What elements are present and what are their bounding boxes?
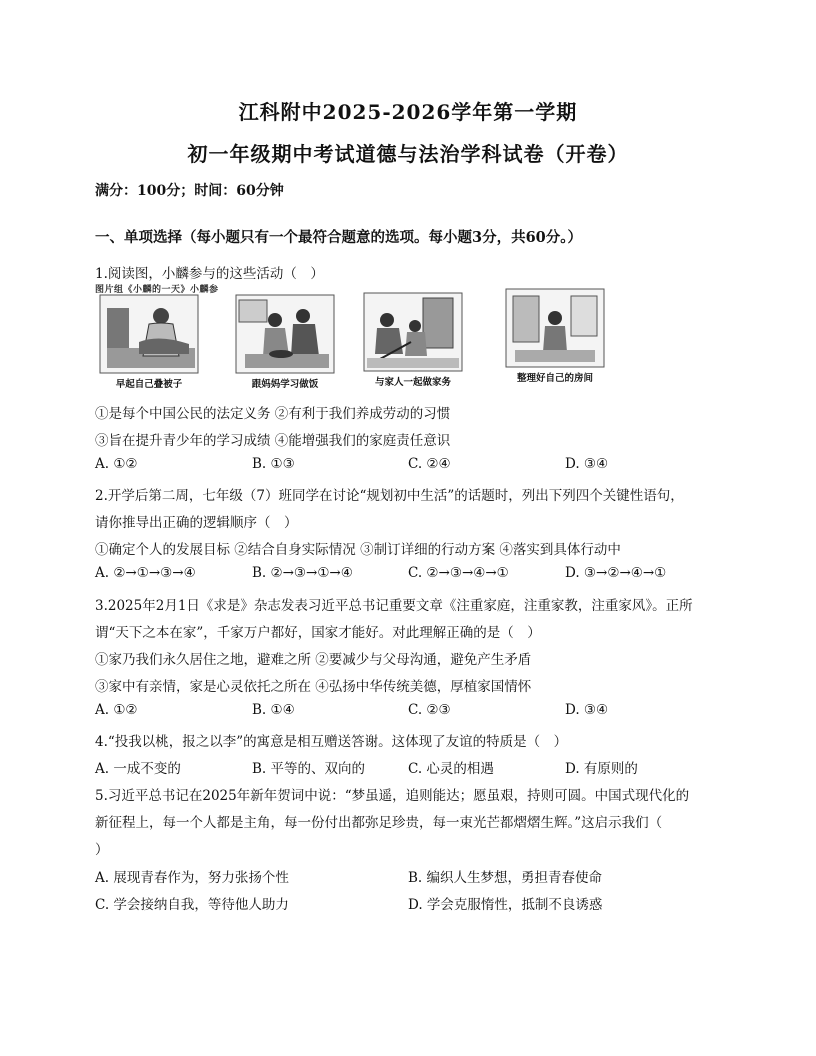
q4-option-c[interactable]: C. 心灵的相遇	[408, 761, 494, 777]
cooking-illustration	[235, 294, 335, 394]
folding-quilt-illustration	[99, 294, 199, 394]
q1-option-b[interactable]: B. ①③	[252, 456, 295, 472]
tidy-room-drawing	[505, 288, 605, 368]
q2-stem-line-2: 请你推导出正确的逻辑顺序（ ）	[95, 515, 298, 531]
q1-items-line-2: ③旨在提升青少年的学习成绩 ④能增强我们的家庭责任意识	[95, 433, 451, 449]
q1-options	[95, 456, 735, 476]
q1-stem: 1.阅读图，小麟参与的这些活动（ ）	[95, 266, 324, 282]
q5-options-row-2	[95, 893, 735, 913]
q5-option-d[interactable]: D. 学会克服惰性，抵制不良诱惑	[408, 897, 603, 913]
q1-option-d[interactable]: D. ③④	[565, 456, 609, 472]
q5-options-row-1	[95, 866, 735, 886]
score-time-info: 满分：100分；时间：60分钟	[95, 183, 284, 199]
q4-stem: 4.“投我以桃，报之以李”的寓意是相互赠送答谢。这体现了友谊的特质是（ ）	[95, 734, 568, 750]
section-1-title: 一、单项选择（每小题只有一个最符合题意的选项。每小题3分，共60分。）	[95, 229, 583, 246]
q3-items-line-1: ①家乃我们永久居住之地，避难之所 ②要减少与父母沟通，避免产生矛盾	[95, 652, 532, 668]
q2-option-d[interactable]: D. ③→②→④→①	[565, 565, 667, 581]
q5-option-c[interactable]: C. 学会接纳自我，等待他人助力	[95, 897, 289, 913]
q1-caption-1: 早起自己叠被子	[115, 379, 183, 390]
tidy-room-illustration	[505, 288, 605, 388]
q3-option-d[interactable]: D. ③④	[565, 702, 609, 718]
q3-option-b[interactable]: B. ①④	[252, 702, 295, 718]
q5-stem-line-2: 新征程上，每一个人都是主角，每一份付出都弥足珍贵，每一束光芒都熠熠生辉。”这启示我们（	[95, 815, 663, 831]
q5-option-b[interactable]: B. 编织人生梦想，勇担青春使命	[408, 870, 603, 886]
q3-items-line-2: ③家中有亲情，家是心灵依托之所在 ④弘扬中华传统美德，厚植家国情怀	[95, 679, 532, 695]
q3-option-c[interactable]: C. ②③	[408, 702, 451, 718]
q5-stem-line-3: ）	[95, 842, 109, 858]
housework-illustration	[363, 292, 463, 392]
q1-items-line-1: ①是每个中国公民的法定义务 ②有利于我们养成劳动的习惯	[95, 406, 451, 422]
housework-drawing	[363, 292, 463, 372]
q1-caption-2: 跟妈妈学习做饭	[251, 379, 319, 390]
school-term-title: 江科附中2025-2026学年第一学期	[238, 100, 578, 124]
q2-option-b[interactable]: B. ②→③→①→④	[252, 565, 353, 581]
q1-caption-3: 与家人一起做家务	[374, 377, 451, 388]
q1-picture-group	[95, 286, 615, 396]
q2-option-c[interactable]: C. ②→③→④→①	[408, 565, 509, 581]
q4-option-d[interactable]: D. 有原则的	[565, 761, 638, 777]
q3-option-a[interactable]: A. ①②	[95, 702, 138, 718]
q5-stem-line-1: 5.习近平总书记在2025年新年贺词中说：“梦虽遥，追则能达；愿虽艰，持则可圆。中国式现代化的	[95, 788, 690, 804]
q2-stem-line-1: 2.开学后第二周，七年级（7）班同学在讨论“规划初中生活”的话题时，列出下列四个关键性语句，	[95, 488, 684, 504]
exam-title: 初一年级期中考试道德与法治学科试卷（开卷）	[187, 142, 629, 166]
q5-option-a[interactable]: A. 展现青春作为，努力张扬个性	[95, 870, 289, 886]
q4-option-a[interactable]: A. 一成不变的	[95, 761, 181, 777]
q3-stem-line-2: 谓“天下之本在家”，千家万户都好，国家才能好。对此理解正确的是（ ）	[95, 625, 541, 641]
q3-stem-line-1: 3.2025年2月1日《求是》杂志发表习近平总书记重要文章《注重家庭，注重家教，注重家风》。正所	[95, 598, 693, 614]
q2-options	[95, 565, 735, 585]
q4-option-b[interactable]: B. 平等的、双向的	[252, 761, 366, 777]
q2-items: ①确定个人的发展目标 ②结合自身实际情况 ③制订详细的行动方案 ④落实到具体行动中	[95, 542, 621, 558]
q1-option-a[interactable]: A. ①②	[95, 456, 138, 472]
q4-options	[95, 757, 735, 777]
folding-quilt-drawing	[99, 294, 199, 374]
q2-option-a[interactable]: A. ②→①→③→④	[95, 565, 196, 581]
q1-caption-4: 整理好自己的房间	[516, 373, 593, 384]
q3-options	[95, 702, 735, 722]
cooking-drawing	[235, 294, 335, 374]
q1-option-c[interactable]: C. ②④	[408, 456, 451, 472]
q1-picture-header: 图片组《小麟的一天》小麟参	[95, 285, 219, 295]
